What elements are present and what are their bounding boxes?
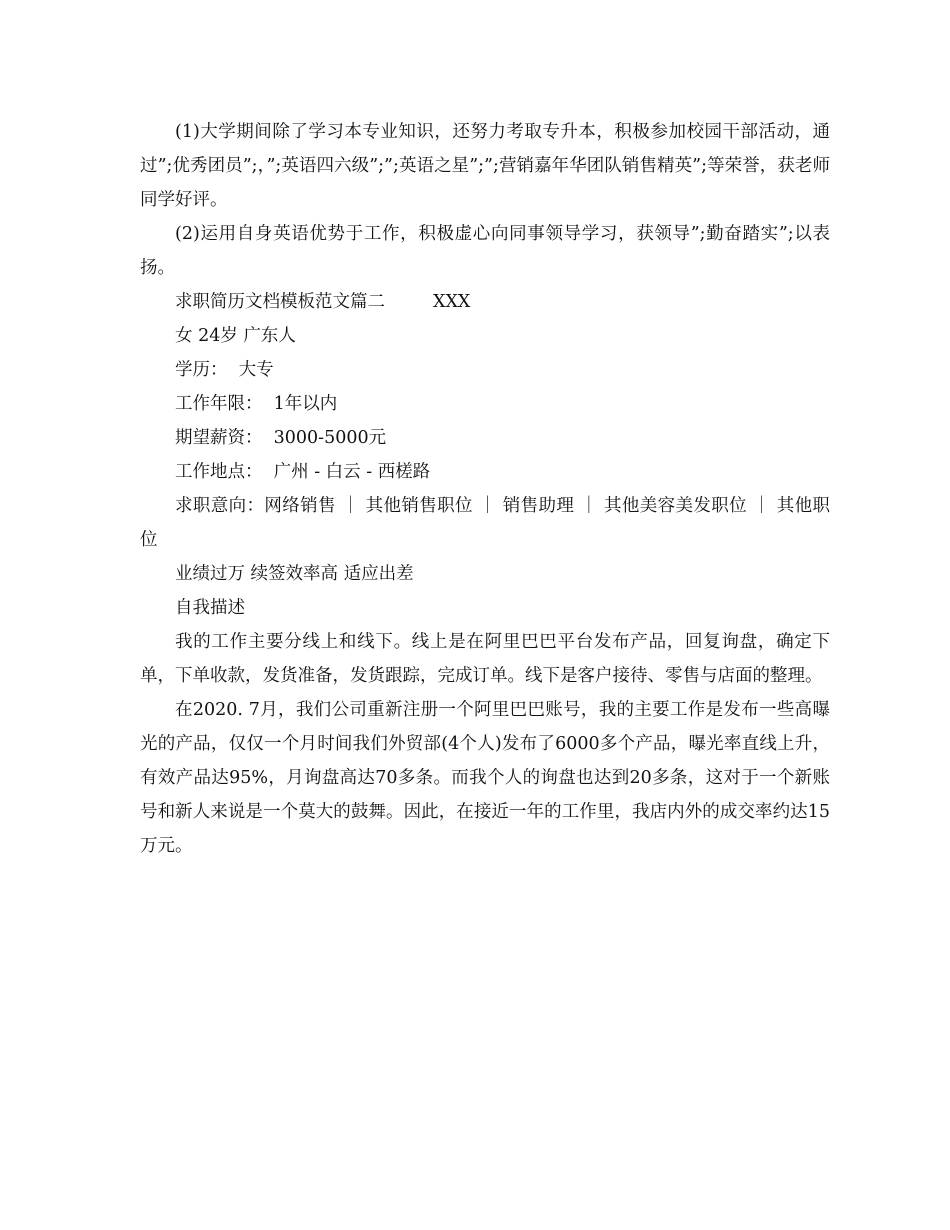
education-line: 学历： 大专 (175, 360, 274, 380)
self-description-heading: 自我描述 (175, 598, 245, 618)
basic-info: 女 24岁 广东人 (175, 326, 296, 346)
highlights-line: 业绩过万 续签效率高 适应出差 (175, 564, 414, 584)
honors-paragraph: (1)大学期间除了学习本专业知识，还努力考取专升本，积极参加校园干部活动，通过”;优秀团员”;，”;英语四六级”;”;英语之星”;”;营销嘉年华团队销售精英”;等荣誉，获老师同学好评。 (140, 122, 830, 210)
achievement-paragraph: 在2020. 7月，我们公司重新注册一个阿里巴巴账号，我的主要工作是发布一些高曝光的产品，仅仅一个月时间我们外贸部(4个人)发布了6000多个产品，曝光率直线上升，有效产品达95%，月询盘高达70多条。而我个人的询盘也达到20多条，这对于一个新账号和新人来说是一个莫大的鼓舞。因此，在接近一年的工作里，我店内外的成交率约达15万元。 (140, 700, 830, 856)
location-line: 工作地点： 广州 - 白云 - 西槎路 (175, 462, 431, 482)
work-years-line: 工作年限： 1年以内 (175, 394, 338, 414)
section-title-line (140, 285, 830, 319)
work-overview-paragraph: 我的工作主要分线上和线下。线上是在阿里巴巴平台发布产品，回复询盘，确定下单，下单收款，发货准备，发货跟踪，完成订单。线下是客户接待、零售与店面的整理。 (140, 632, 830, 686)
work-skills-paragraph: (2)运用自身英语优势于工作，积极虚心向同事领导学习，获领导”;勤奋踏实”;以表扬。 (140, 224, 830, 278)
section-title: 求职简历文档模板范文篇二 (175, 292, 385, 312)
document-body (140, 115, 830, 863)
salary-line: 期望薪资： 3000-5000元 (175, 428, 387, 448)
intention-line: 求职意向：网络销售 ｜ 其他销售职位 ｜ 销售助理 ｜ 其他美容美发职位 ｜ 其他职位 (140, 496, 830, 550)
candidate-name: XXX (433, 292, 471, 312)
